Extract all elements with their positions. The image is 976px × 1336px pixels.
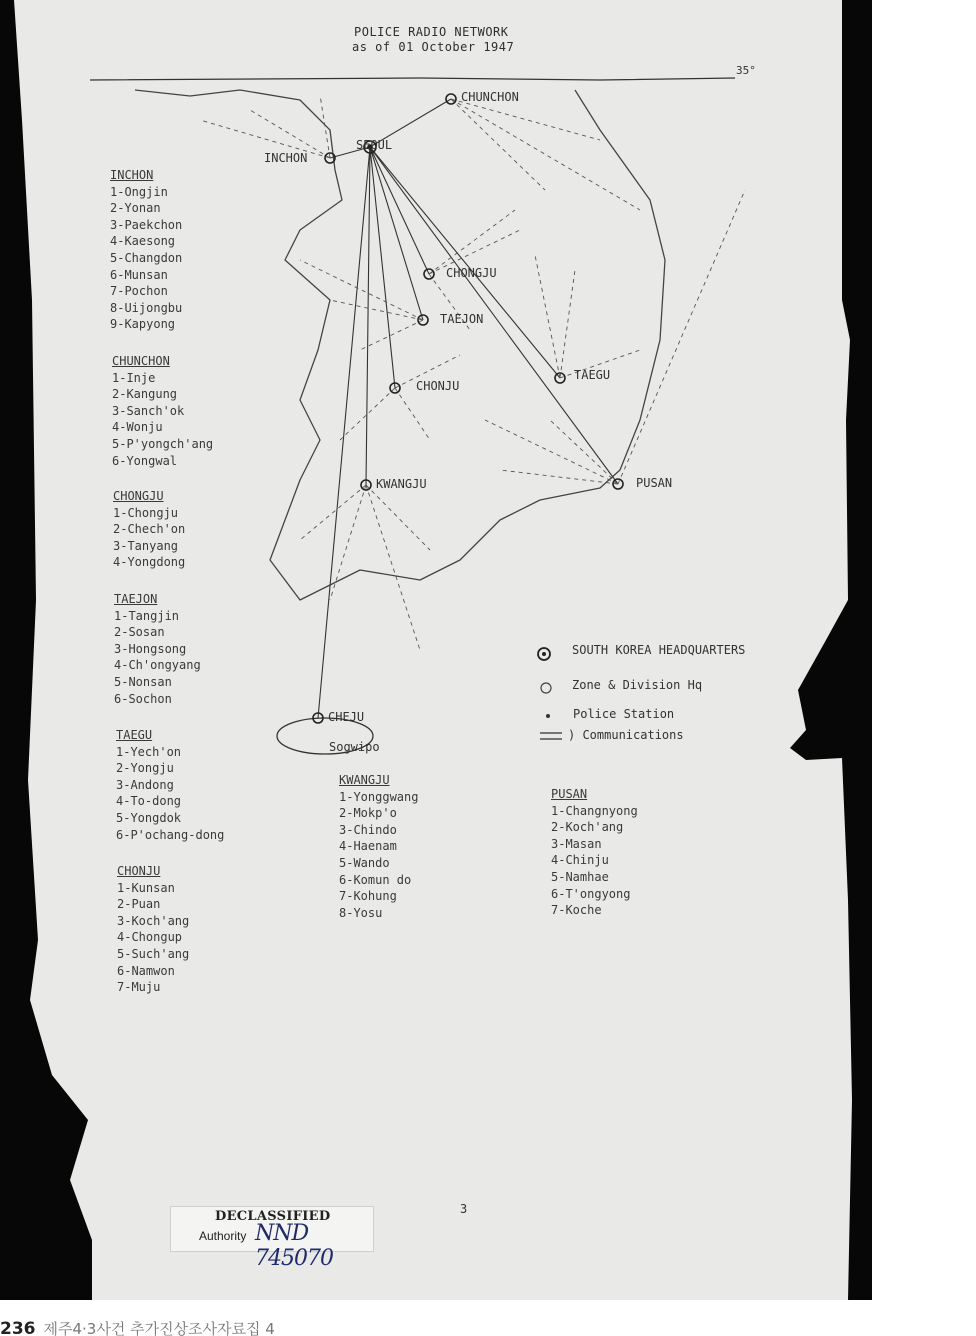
list-item: 1-Changnyong bbox=[551, 803, 638, 818]
legend-station-text: Police Station bbox=[573, 707, 675, 721]
list-heading: TAEGU bbox=[116, 728, 153, 742]
list-heading: CHONJU bbox=[117, 864, 161, 878]
list-heading: TAEJON bbox=[114, 592, 158, 606]
footer-page-number: 236 bbox=[0, 1319, 36, 1336]
stamp-title: DECLASSIFIED bbox=[215, 1209, 331, 1224]
label-kwangju: KWANGJU bbox=[376, 477, 427, 491]
list-item: 1-Yonggwang bbox=[339, 789, 419, 804]
list-kwangju bbox=[339, 772, 418, 921]
list-item: 3-Masan bbox=[551, 836, 602, 851]
list-item: 2-Yonan bbox=[110, 201, 161, 216]
list-item: 6-P'ochang-dong bbox=[116, 827, 225, 842]
list-item: 4-To-dong bbox=[116, 794, 182, 809]
label-chongju: CHONGJU bbox=[446, 266, 497, 280]
list-item: 1-Inje bbox=[112, 370, 156, 385]
page-number: 3 bbox=[460, 1202, 468, 1216]
list-item: 1-Ongjin bbox=[110, 184, 168, 199]
list-item: 4-Wonju bbox=[112, 420, 163, 435]
list-item: 5-Yongdok bbox=[116, 810, 182, 825]
list-item: 1-Kunsan bbox=[117, 880, 175, 895]
list-item: 5-Such'ang bbox=[117, 946, 190, 961]
list-heading: PUSAN bbox=[551, 787, 588, 801]
list-item: 6-T'ongyong bbox=[551, 886, 631, 901]
label-cheju: CHEJU bbox=[328, 710, 365, 724]
list-item: 2-Yongju bbox=[116, 761, 174, 776]
list-item: 3-Tanyang bbox=[113, 538, 179, 553]
list-item: 3-Andong bbox=[116, 777, 174, 792]
list-item: 7-Kohung bbox=[339, 889, 397, 904]
list-item: 7-Muju bbox=[117, 980, 161, 995]
list-item: 5-Wando bbox=[339, 855, 390, 870]
list-item: 7-Koche bbox=[551, 903, 602, 918]
label-chunchon: CHUNCHON bbox=[461, 90, 519, 104]
list-heading: KWANGJU bbox=[339, 773, 390, 787]
list-item: 2-Mokp'o bbox=[339, 806, 397, 821]
stamp-authority-label: Authority bbox=[199, 1229, 247, 1243]
legend-communications-text: ) Communications bbox=[568, 728, 684, 742]
list-chunchon bbox=[112, 353, 213, 469]
label-chonju: CHONJU bbox=[416, 379, 460, 393]
list-item: 1-Yech'on bbox=[116, 744, 182, 759]
list-item: 2-Sosan bbox=[114, 625, 165, 640]
legend-hq-text: SOUTH KOREA HEADQUARTERS bbox=[572, 643, 746, 657]
label-taejon: TAEJON bbox=[440, 312, 484, 326]
list-item: 5-Nonsan bbox=[114, 674, 172, 689]
list-item: 6-Munsan bbox=[110, 267, 168, 282]
list-item: 6-Namwon bbox=[117, 963, 175, 978]
legend-zone-text: Zone & Division Hq bbox=[572, 678, 703, 692]
legend-station-icon bbox=[546, 714, 550, 718]
list-item: 4-Ch'ongyang bbox=[114, 658, 201, 673]
list-chongju bbox=[113, 488, 185, 571]
list-item: 7-Pochon bbox=[110, 284, 168, 299]
list-item: 6-Sochon bbox=[114, 691, 172, 706]
declassified-stamp bbox=[170, 1206, 374, 1271]
label-inchon: INCHON bbox=[264, 151, 308, 165]
list-item: 6-Yongwal bbox=[112, 453, 178, 468]
list-item: 5-P'yongch'ang bbox=[112, 436, 214, 451]
list-item: 4-Kaesong bbox=[110, 234, 176, 249]
list-item: 2-Kangung bbox=[112, 387, 178, 402]
list-item: 1-Tangjin bbox=[114, 608, 180, 623]
list-pusan bbox=[551, 786, 638, 919]
list-item: 3-Hongsong bbox=[114, 641, 187, 656]
list-item: 3-Sanch'ok bbox=[112, 403, 185, 418]
list-item: 9-Kapyong bbox=[110, 317, 176, 332]
list-item: 4-Yongdong bbox=[113, 555, 186, 570]
list-item: 3-Chindo bbox=[339, 822, 397, 837]
label-seoul: SEOUL bbox=[356, 138, 393, 152]
list-chonju bbox=[117, 863, 189, 996]
list-item: 1-Chongju bbox=[113, 505, 179, 520]
label-taegu: TAEGU bbox=[574, 368, 611, 382]
label-sogwipo: Sogwipo bbox=[329, 740, 380, 754]
list-heading: INCHON bbox=[110, 168, 154, 182]
document-date: as of 01 October 1947 bbox=[352, 40, 515, 54]
list-item: 3-Koch'ang bbox=[117, 913, 190, 928]
stamp-authority-number: NND 745070 bbox=[255, 1221, 333, 1271]
list-taegu bbox=[116, 727, 224, 843]
list-item: 4-Haenam bbox=[339, 839, 397, 854]
label-pusan: PUSAN bbox=[636, 476, 673, 490]
list-item: 2-Puan bbox=[117, 897, 161, 912]
list-item: 8-Yosu bbox=[339, 905, 383, 920]
document-title: POLICE RADIO NETWORK bbox=[354, 25, 509, 39]
list-item: 5-Namhae bbox=[551, 869, 609, 884]
list-item: 2-Chech'on bbox=[113, 522, 186, 537]
list-item: 5-Changdon bbox=[110, 250, 183, 265]
list-item: 6-Komun do bbox=[339, 872, 412, 887]
list-taejon bbox=[114, 591, 201, 707]
footer-book-title: 제주4·3사건 추가진상조사자료집 4 bbox=[43, 1320, 275, 1336]
list-item: 2-Koch'ang bbox=[551, 820, 624, 835]
latitude-label: 35° bbox=[736, 64, 756, 77]
list-item: 4-Chongup bbox=[117, 930, 183, 945]
book-footer bbox=[0, 1318, 976, 1336]
list-item: 4-Chinju bbox=[551, 853, 609, 868]
list-inchon bbox=[110, 167, 182, 333]
list-heading: CHUNCHON bbox=[112, 354, 170, 368]
list-heading: CHONGJU bbox=[113, 489, 164, 503]
list-item: 8-Uijongbu bbox=[110, 300, 183, 315]
list-item: 3-Paekchon bbox=[110, 217, 183, 232]
